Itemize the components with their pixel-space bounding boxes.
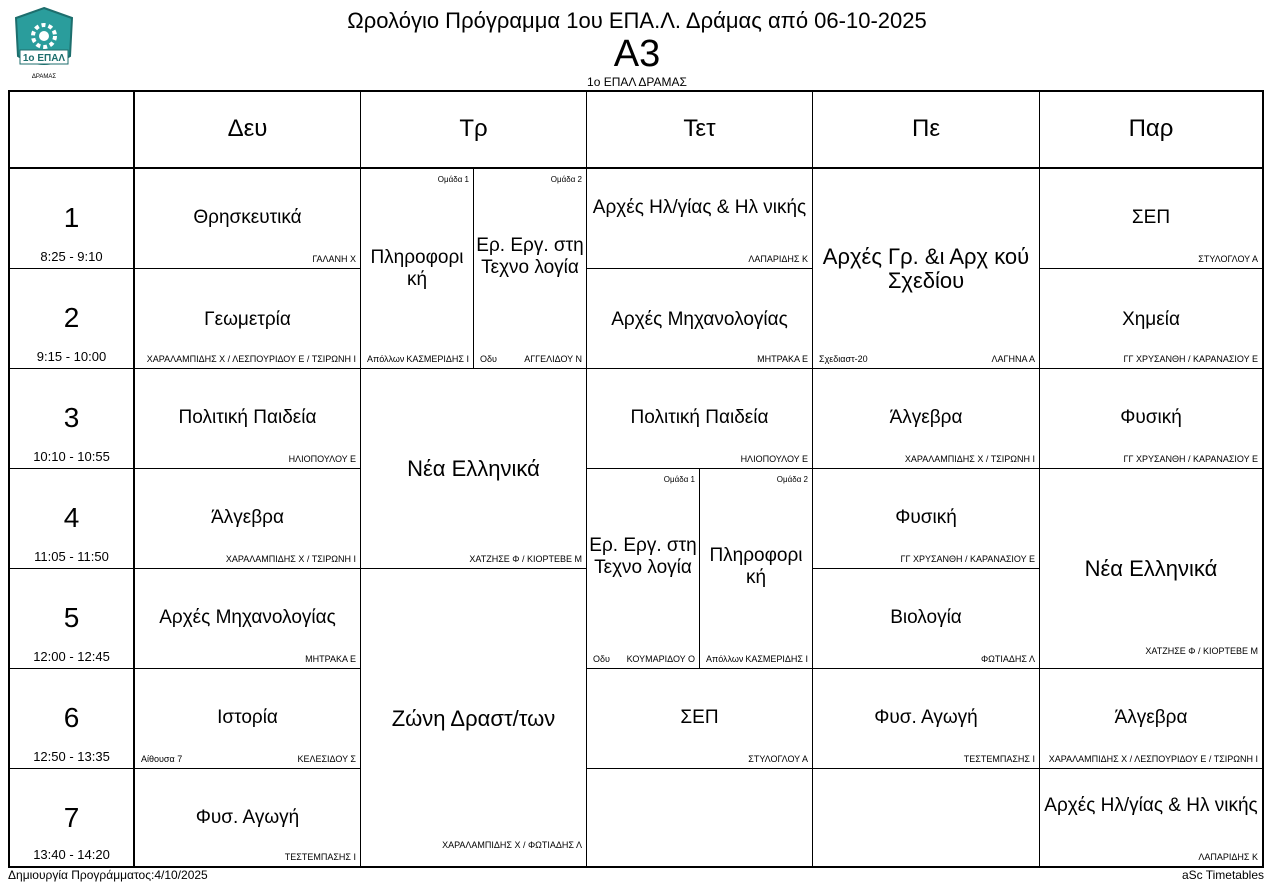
day-header-mon: Δευ [135, 92, 361, 169]
teacher: ΛΑΠΑΡΙΔΗΣ Κ [1198, 852, 1258, 862]
corner-cell [10, 92, 135, 169]
subject: Αρχές Ηλ/γίας & Ηλ νικής [592, 197, 807, 218]
period-cell [10, 469, 135, 569]
subject: Φυσική [1120, 407, 1182, 428]
day-header-tue: Τρ [361, 92, 587, 169]
subject: ΣΕΠ [1131, 207, 1171, 228]
lesson-cell [813, 369, 1040, 469]
teacher: ΤΕΣΤΕΜΠΑΣΗΣ Ι [284, 852, 356, 862]
teacher: ΓΓ ΧΡΥΣΑΝΘΗ / ΚΑΡΑΝΑΣΙΟΥ Ε [1123, 454, 1258, 464]
subject: Πολιτική Παιδεία [630, 407, 769, 428]
lesson-cell [135, 469, 361, 569]
subject: Νέα Ελληνικά [407, 456, 540, 481]
period-number: 3 [63, 402, 80, 433]
subject: Άλγεβρα [889, 407, 963, 428]
subject: Φυσ. Αγωγή [195, 807, 300, 828]
lesson-cell [1040, 669, 1262, 769]
period-cell [10, 269, 135, 369]
period-number: 7 [63, 802, 80, 833]
lesson-cell-group-2 [474, 169, 587, 369]
lesson-cell [135, 669, 361, 769]
teacher: ΦΩΤΙΑΔΗΣ Λ [981, 654, 1035, 664]
teacher: ΓΓ ΧΡΥΣΑΝΘΗ / ΚΑΡΑΝΑΣΙΟΥ Ε [900, 554, 1035, 564]
teacher: ΗΛΙΟΠΟΥΛΟΥ Ε [740, 454, 808, 464]
period-time: 10:10 - 10:55 [33, 449, 110, 464]
lesson-cell [813, 469, 1040, 569]
lesson-cell [135, 569, 361, 669]
room: Απόλλων [706, 654, 744, 664]
lesson-cell [361, 369, 587, 569]
lesson-cell [361, 569, 587, 866]
period-time: 12:50 - 13:35 [33, 749, 110, 764]
period-cell [10, 569, 135, 669]
period-time: 8:25 - 9:10 [40, 249, 103, 264]
subject: Ιστορία [217, 707, 278, 728]
logo-caption: ΔΡΑΜΑΣ [31, 74, 57, 80]
subject: Θρησκευτικά [193, 207, 302, 228]
subject: Φυσική [895, 507, 957, 528]
lesson-cell [135, 269, 361, 369]
lesson-cell [813, 569, 1040, 669]
period-number: 2 [63, 302, 80, 333]
lesson-cell [135, 169, 361, 269]
teacher: ΛΑΓΗΝΑ Α [991, 354, 1035, 364]
lesson-cell [1040, 769, 1262, 866]
software-credit: aSc Timetables [1181, 868, 1264, 882]
lesson-cell [1040, 369, 1262, 469]
group-label: Ομάδα 1 [663, 475, 695, 484]
teacher: ΧΑΡΑΛΑΜΠΙΔΗΣ Χ / ΤΣΙΡΩΝΗ Ι [225, 554, 356, 564]
subject: Ερ. Εργ. στη Τεχνο λογία [589, 535, 697, 578]
subject: Αρχές Μηχανολογίας [159, 607, 336, 628]
created-date: Δημιουργία Προγράμματος:4/10/2025 [8, 868, 208, 882]
day-header-thu: Πε [813, 92, 1040, 169]
period-time: 9:15 - 10:00 [36, 349, 107, 364]
teacher: ΧΑΡΑΛΑΜΠΙΔΗΣ Χ / ΤΣΙΡΩΝΗ Ι [904, 454, 1035, 464]
group-label: Ομάδα 1 [437, 175, 469, 184]
lesson-cell [587, 369, 813, 469]
subject: Πολιτική Παιδεία [178, 407, 317, 428]
teacher: ΚΕΛΕΣΙΔΟΥ Σ [297, 754, 356, 764]
subject: Άλγεβρα [1114, 707, 1188, 728]
lesson-cell [135, 769, 361, 866]
lesson-cell [1040, 469, 1262, 669]
teacher: ΜΗΤΡΑΚΑ Ε [305, 654, 356, 664]
period-number: 6 [63, 702, 80, 733]
subject: Άλγεβρα [211, 507, 284, 528]
day-header-wed: Τετ [587, 92, 813, 169]
teacher: ΚΑΣΜΕΡΙΔΗΣ Ι [745, 654, 808, 664]
teacher: ΣΤΥΛΟΓΛΟΥ Α [1198, 254, 1258, 264]
group-label: Ομάδα 2 [550, 175, 582, 184]
teacher: ΣΤΥΛΟΓΛΟΥ Α [748, 754, 808, 764]
lesson-cell [587, 169, 813, 269]
period-number: 5 [63, 602, 80, 633]
lesson-cell [1040, 169, 1262, 269]
empty-cell [587, 769, 813, 866]
teacher: ΤΕΣΤΕΜΠΑΣΗΣ Ι [963, 754, 1035, 764]
subject: Χημεία [1122, 309, 1180, 330]
subject: Αρχές Γρ. &ι Αρχ κού Σχεδίου [822, 244, 1030, 293]
teacher: ΧΑΡΑΛΑΜΠΙΔΗΣ Χ / ΛΕΣΠΟΥΡΙΔΟΥ Ε / ΤΣΙΡΩΝΗ Ι [1048, 754, 1258, 764]
group-label: Ομάδα 2 [776, 475, 808, 484]
period-cell [10, 669, 135, 769]
lesson-cell-group-1 [361, 169, 474, 369]
subject: Αρχές Ηλ/γίας & Ηλ νικής [1044, 795, 1258, 816]
period-cell [10, 369, 135, 469]
lesson-cell [135, 369, 361, 469]
room: Απόλλων [367, 354, 405, 364]
period-number: 4 [63, 502, 80, 533]
teacher: ΓΑΛΑΝΗ Χ [312, 254, 356, 264]
teacher: ΚΑΣΜΕΡΙΔΗΣ Ι [406, 354, 469, 364]
lesson-cell-group-1 [587, 469, 700, 669]
timetable-title: Ωρολόγιο Πρόγραμμα 1ου ΕΠΑ.Λ. Δράμας από 06-10-2025 [347, 8, 927, 33]
room: Οδυ [593, 654, 610, 664]
teacher: ΧΑΡΑΛΑΜΠΙΔΗΣ Χ / ΛΕΣΠΟΥΡΙΔΟΥ Ε / ΤΣΙΡΩΝΗ Ι [146, 354, 356, 364]
timetable-grid [8, 90, 1264, 868]
lesson-cell [813, 169, 1040, 369]
teacher: ΜΗΤΡΑΚΑ Ε [757, 354, 808, 364]
subject: Φυσ. Αγωγή [874, 707, 978, 728]
logo-text: 1ο ΕΠΑΛ [22, 53, 66, 64]
teacher: ΚΟΥΜΑΡΙΔΟΥ Ο [626, 654, 695, 664]
subject: Πληροφορι κή [709, 545, 803, 588]
subject: Ερ. Εργ. στη Τεχνο λογία [476, 235, 584, 278]
period-time: 11:05 - 11:50 [34, 549, 109, 564]
empty-cell [813, 769, 1040, 866]
period-number: 1 [63, 202, 80, 233]
subject: Πληροφορι κή [370, 247, 464, 290]
lesson-cell [1040, 269, 1262, 369]
room: Οδυ [480, 354, 497, 364]
teacher: ΧΑΡΑΛΑΜΠΙΔΗΣ Χ / ΦΩΤΙΑΔΗΣ Λ [442, 840, 582, 850]
period-cell [10, 169, 135, 269]
lesson-cell [587, 269, 813, 369]
room: Αίθουσα 7 [141, 754, 183, 764]
teacher: ΧΑΤΖΗΣΕ Φ / ΚΙΟΡΤΕΒΕ Μ [469, 554, 582, 564]
teacher: ΗΛΙΟΠΟΥΛΟΥ Ε [288, 454, 356, 464]
teacher: ΛΑΠΑΡΙΔΗΣ Κ [748, 254, 808, 264]
class-name: Α3 [613, 33, 661, 75]
school-name: 1ο ΕΠΑΛ ΔΡΑΜΑΣ [587, 75, 687, 89]
teacher: ΓΓ ΧΡΥΣΑΝΘΗ / ΚΑΡΑΝΑΣΙΟΥ Ε [1123, 354, 1258, 364]
day-header-fri: Παρ [1040, 92, 1262, 169]
subject: Γεωμετρία [204, 309, 291, 330]
lesson-cell [587, 669, 813, 769]
subject: Νέα Ελληνικά [1084, 556, 1218, 581]
subject: Βιολογία [890, 607, 962, 628]
subject: Αρχές Μηχανολογίας [611, 309, 788, 330]
teacher: ΧΑΤΖΗΣΕ Φ / ΚΙΟΡΤΕΒΕ Μ [1145, 646, 1258, 656]
period-cell [10, 769, 135, 866]
room: Σχεδιαστ-20 [819, 354, 868, 364]
subject: Ζώνη Δραστ/των [391, 706, 556, 731]
period-time: 13:40 - 14:20 [33, 847, 110, 862]
lesson-cell [813, 669, 1040, 769]
teacher: ΑΓΓΕΛΙΔΟΥ Ν [524, 354, 582, 364]
subject: ΣΕΠ [680, 707, 719, 728]
lesson-cell-group-2 [700, 469, 813, 669]
period-time: 12:00 - 12:45 [33, 649, 110, 664]
